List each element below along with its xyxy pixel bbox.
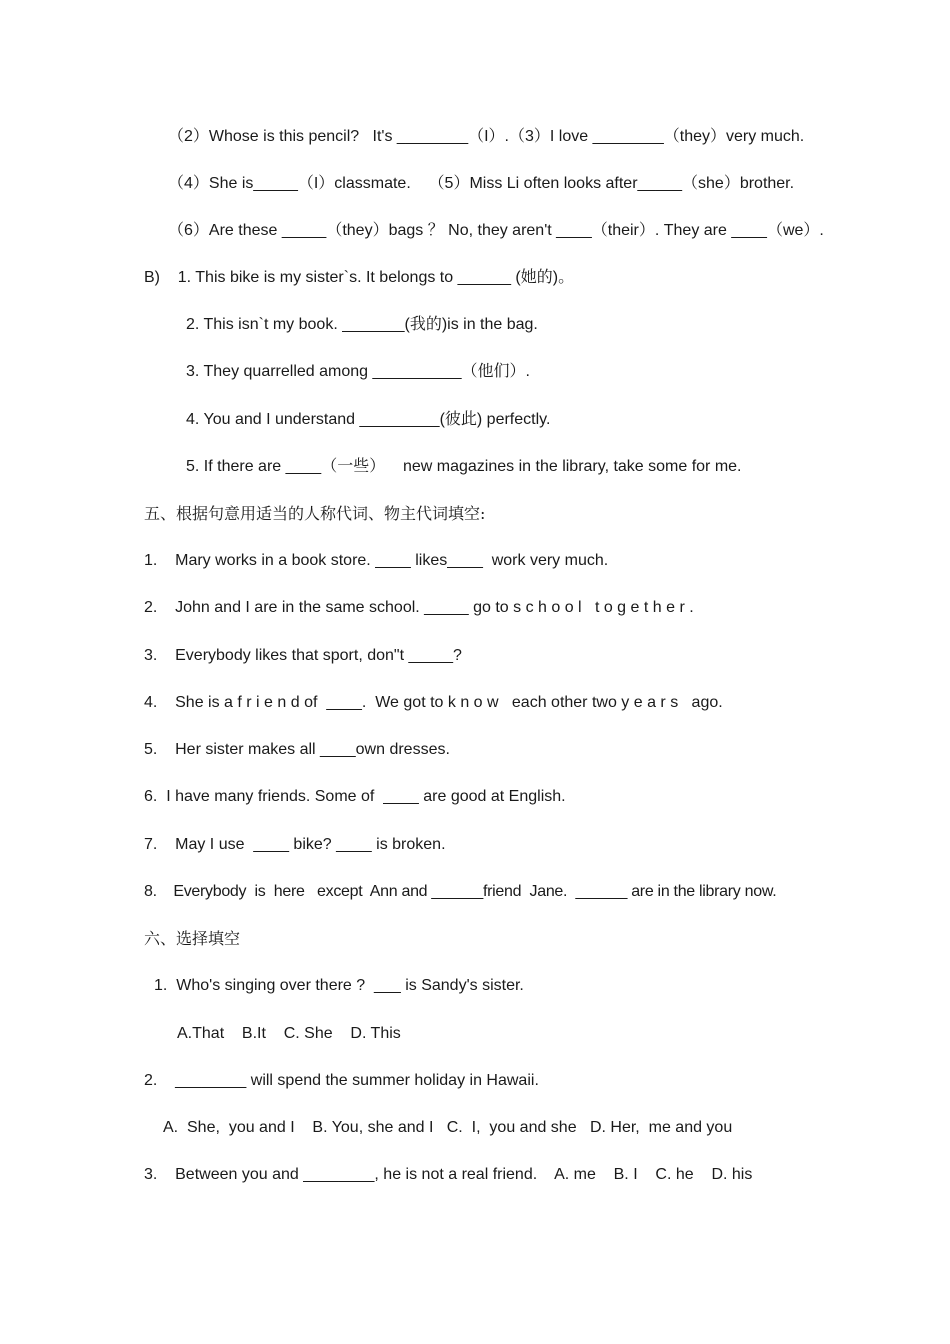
section4a-q4-q5: （4）She is_____（I）classmate. （5）Miss Li often looks after_____（she）brother. [168,175,795,192]
section5-item-5: 5. Her sister makes all ____own dresses. [144,741,450,758]
section4a-q6: （6）Are these _____（they）bags ？ No, they aren't ____（their）. They are ____（we）. [168,222,824,239]
section6-q2-options: A. She, you and I B. You, she and I C. I, you and she D. Her, me and you [163,1119,733,1136]
section5-item-3: 3. Everybody likes that sport, don"t _____? [144,647,462,664]
section4b-q1: B) 1. This bike is my sister`s. It belongs to ______ (她的)。 [144,269,575,286]
section4b-q5: 5. If there are ____（一些） new magazines in the library, take some for me. [186,458,742,475]
section4b-q3: 3. They quarrelled among __________（他们）. [186,363,530,380]
section6-heading: 六、选择填空 [144,929,241,948]
section6-q2: 2. ________ will spend the summer holiday in Hawaii. [144,1072,539,1089]
section4b-q4: 4. You and I understand _________(彼此) perfectly. [186,411,551,428]
section5-item-1: 1. Mary works in a book store. ____ likes____ work very much. [144,552,609,569]
section6-q1-options: A.That B.It C. She D. This [177,1025,401,1042]
section5-item-8: 8. Everybody is here except Ann and ______friend Jane. ______ are in the library now. [144,883,777,900]
section4b-q2: 2. This isn`t my book. _______(我的)is in the bag. [186,316,538,333]
section5-item-7: 7. May I use ____ bike? ____ is broken. [144,836,446,853]
section5-item-2: 2. John and I are in the same school. _____ go to s c h o o l t o g e t h e r . [144,599,694,616]
section5-item-6: 6. I have many friends. Some of ____ are good at English. [144,788,566,805]
section4a-q2-q3: （2）Whose is this pencil? It's ________（I）.（3）I love ________（they）very much. [168,128,805,145]
section5-heading: 五、根据句意用适当的人称代词、物主代词填空: [144,504,486,523]
section5-item-4: 4. She is a f r i e n d of ____. We got to k n o w each other two y e a r s ago. [144,694,723,711]
section6-q3: 3. Between you and ________, he is not a real friend. A. me B. I C. he D. his [144,1166,753,1183]
section6-q1: 1. Who's singing over there ? ___ is Sandy's sister. [154,977,524,994]
